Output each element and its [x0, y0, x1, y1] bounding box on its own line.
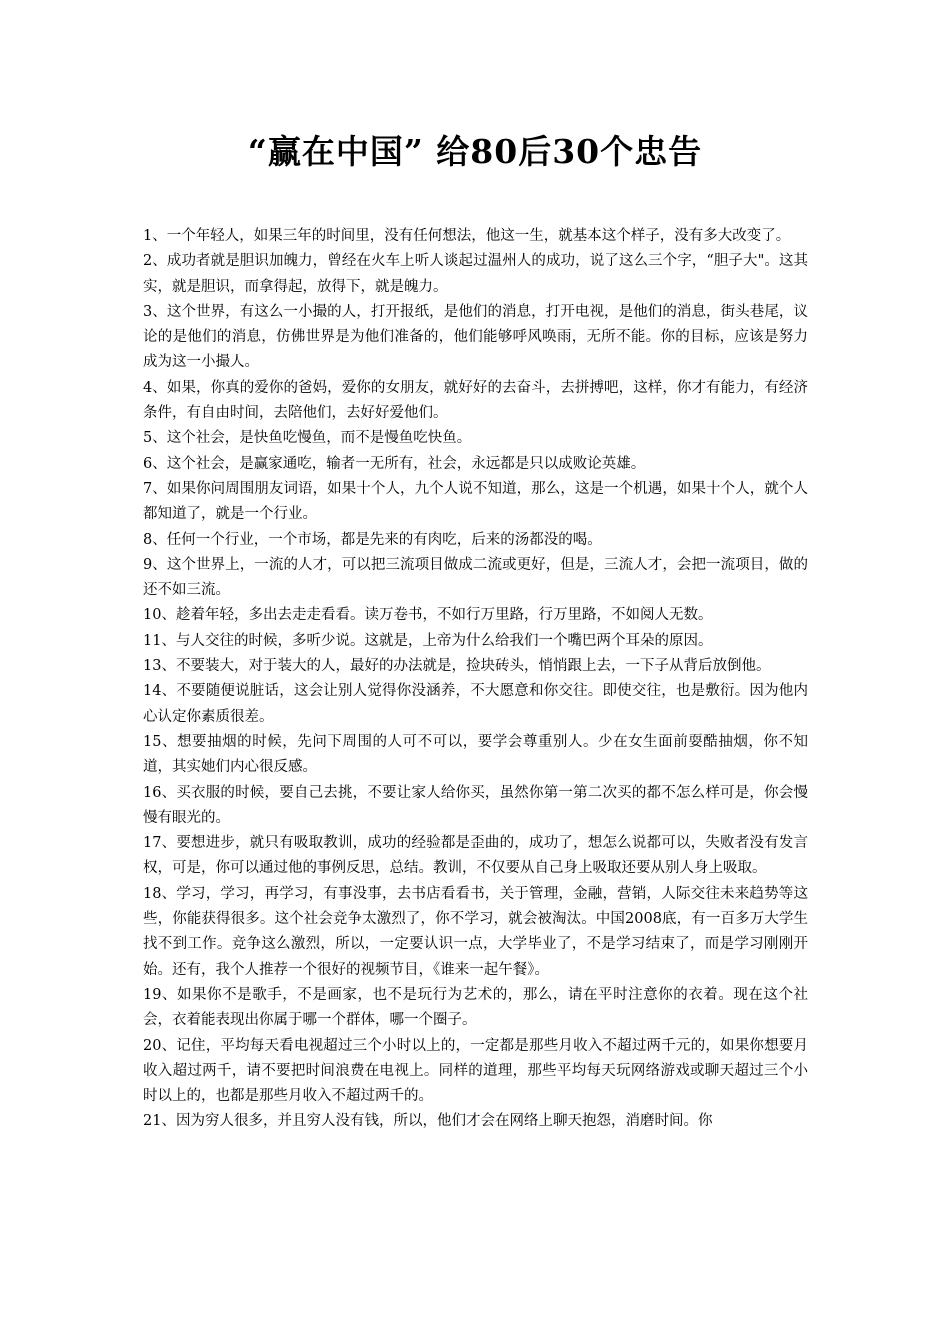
advice-item-9: 9、这个世界上，一流的人才，可以把三流项目做成二流或更好，但是，三流人才，会把一流项目，做的还不如三流。 [143, 556, 808, 599]
advice-item-19: 19、如果你不是歌手，不是画家，也不是玩行为艺术的，那么，请在平时注意你的衣着。现在这个社会，衣着能表现出你属于哪一个群体，哪一个圈子。 [143, 986, 808, 1029]
advice-item-5: 5、这个社会，是快鱼吃慢鱼，而不是慢鱼吃快鱼。 [143, 430, 472, 447]
advice-item-11: 11、与人交往的时候，多听少说。这就是，上帝为什么给我们一个嘴巴两个耳朵的原因。 [143, 632, 713, 649]
advice-item-3: 3、这个世界，有这么一小撮的人，打开报纸，是他们的消息，打开电视，是他们的消息，街头巷尾，议论的是他们的消息，仿佛世界是为他们准备的，他们能够呼风唤雨，无所不能。你的目标，应该是努力成为这一小撮人。 [143, 303, 808, 371]
advice-item-16: 16、买衣服的时候，要自己去挑，不要让家人给你买，虽然你第一第二次买的都不怎么样可是，你会慢慢有眼光的。 [143, 784, 808, 826]
advice-item-20: 20、记住，平均每天看电视超过三个小时以上的，一定都是那些月收入不超过两千元的，如果你想要月收入超过两千，请不要把时间浪费在电视上。同样的道理，那些平均每天玩网络游戏或聊天超过三个小时以上的，也都是那些月收入不超过两千的。 [143, 1037, 808, 1105]
advice-item-21: 21、因为穷人很多，并且穷人没有钱，所以，他们才会在网络上聊天抱怨，消磨时间。你 [143, 1113, 713, 1130]
advice-item-18: 18、学习，学习，再学习，有事没事，去书店看看书，关于管理，金融，营销，人际交往未来趋势等这些，你能获得很多。这个社会竞争太激烈了，你不学习，就会被淘汰。中国2008底，有一百多万大学生找不到工作。竞争这么激烈，所以，一定要认识一点，大学毕业了，不是学习结束了，而是学习刚刚开始。还有，我个人推荐一个很好的视频节目，《谁来一起午餐》。 [143, 885, 808, 978]
advice-list [143, 224, 808, 1135]
advice-item-6: 6、这个社会，是赢家通吃，输者一无所有，社会，永远都是只以成败论英雄。 [143, 455, 646, 472]
advice-item-4: 4、如果，你真的爱你的爸妈，爱你的女朋友，就好好的去奋斗，去拼搏吧，这样，你才有能力，有经济条件，有自由时间，去陪他们，去好好爱他们。 [143, 379, 808, 422]
advice-item-17: 17、要想进步，就只有吸取教训，成功的经验都是歪曲的，成功了，想怎么说都可以，失败者没有发言权，可是，你可以通过他的事例反思，总结。教训，不仅要从自己身上吸取还要从别人身上吸取。 [143, 835, 808, 877]
advice-item-14: 14、不要随便说脏话，这会让别人觉得你没涵养，不大愿意和你交往。即使交往，也是敷衍。因为他内心认定你素质很差。 [143, 683, 808, 725]
page-title: “赢在中国” 给80后30个忠告 [247, 132, 703, 171]
advice-item-7: 7、如果你问周围朋友词语，如果十个人，九个人说不知道，那么，这是一个机遇，如果十个人，就个人都知道了，就是一个行业。 [143, 480, 808, 523]
advice-item-2: 2、成功者就是胆识加魄力，曾经在火车上听人谈起过温州人的成功，说了这么三个字，“胆子大"。这其实，就是胆识，而拿得起，放得下，就是魄力。 [143, 253, 808, 295]
advice-item-1: 1、一个年轻人，如果三年的时间里，没有任何想法，他这一生，就基本这个样子，没有多大改变了。 [143, 228, 791, 244]
advice-item-13: 13、不要装大，对于装大的人，最好的办法就是，捡块砖头，悄悄跟上去，一下子从背后放倒他。 [143, 658, 771, 675]
advice-item-8: 8、任何一个行业，一个市场，都是先来的有肉吃，后来的汤都没的喝。 [143, 531, 602, 548]
advice-item-10: 10、趁着年轻，多出去走走看看。读万卷书，不如行万里路，行万里路，不如阅人无数。 [143, 607, 713, 624]
advice-item-15: 15、想要抽烟的时候，先问下周围的人可不可以，要学会尊重别人。少在女生面前耍酷抽烟，你不知道，其实她们内心很反感。 [143, 733, 808, 776]
